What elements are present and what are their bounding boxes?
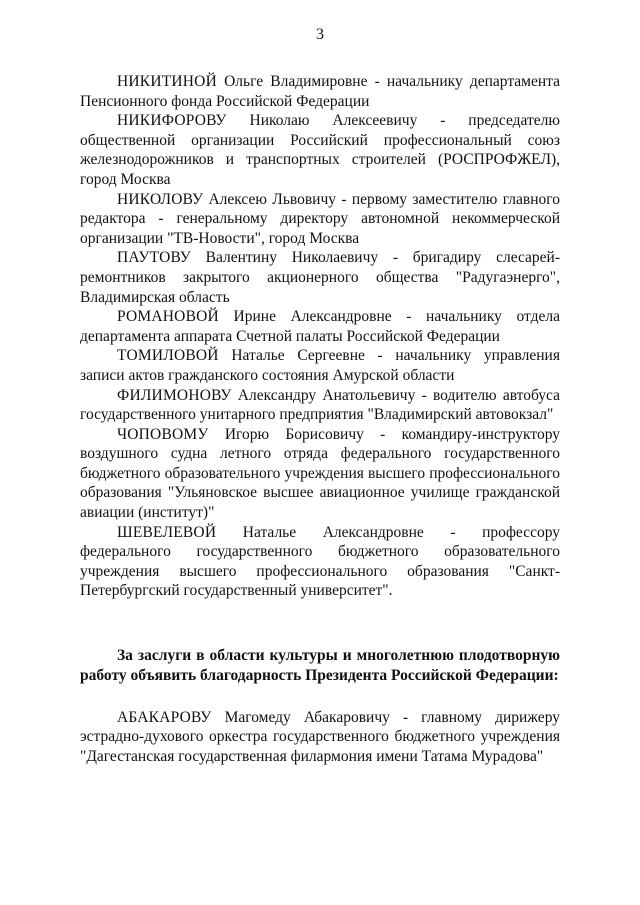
award-entry: [80, 307, 560, 346]
entry-details: Наталье Александровне - профессору федерального государственного бюджетного образовательного учреждения высшего профессионального образования "Санкт-Петербургский государственный университет".: [80, 523, 560, 600]
entry-details: Ирине Александровне - начальнику отдела департамента аппарата Счетной палаты Российской Федерации: [80, 308, 560, 345]
entry-surname: ЧОПОВОМУ: [117, 425, 209, 443]
entry-surname: ПАУТОВУ: [117, 249, 191, 267]
entry-surname: АБАКАРОВУ: [117, 708, 212, 726]
award-entry: [80, 190, 560, 249]
award-entry: [80, 523, 560, 601]
award-entry: [80, 425, 560, 523]
award-entry: [80, 708, 560, 767]
entry-details: Алексею Львовичу - первому заместителю главного редактора - генеральному директору автономной некоммерческой организации "ТВ-Новости", город Москва: [80, 190, 560, 247]
entry-surname: НИКОЛОВУ: [117, 190, 204, 208]
entry-surname: ТОМИЛОВОЙ: [117, 347, 219, 365]
decree-heading: За заслуги в области культуры и многолетнюю плодотворную работу объявить благодарность Президента Российской Федерации:: [80, 647, 560, 684]
page-number: 3: [316, 26, 324, 43]
entry-surname: ШЕВЕЛЕВОЙ: [117, 523, 217, 541]
entry-details: Ольге Владимировне - начальнику департамента Пенсионного фонда Российской Федерации: [80, 73, 560, 110]
award-list-culture: [80, 708, 560, 767]
entry-details: Николаю Алексеевичу - председателю общественной организации Российский профессиональный союз железнодорожников и транспортных строителей (РОСПРОФЖЕЛ), город Москва: [80, 112, 560, 188]
entry-details: Александру Анатольевичу - водителю автобуса государственного унитарного предприятия "Владимирский автовокзал": [80, 386, 560, 424]
entry-details: Валентину Николаевичу - бригадиру слесарей-ремонтников закрытого акционерного общества "Радугаэнерго", Владимирская область: [80, 249, 560, 306]
entry-surname: РОМАНОВОЙ: [117, 308, 219, 326]
award-entry: [80, 386, 560, 425]
award-list-people: [80, 72, 560, 601]
entry-details: Магомеду Абакаровичу - главному дирижеру эстрадно-духового оркестра государственного бюджетного учреждения "Дагестанская государственная филармония имени Татама Мурадова": [80, 708, 560, 765]
entry-surname: НИКИТИНОЙ: [117, 73, 217, 90]
award-entry: [80, 346, 560, 385]
entry-surname: ФИЛИМОНОВУ: [117, 386, 232, 404]
entry-details: Наталье Сергеевне - начальнику управления записи актов гражданского состояния Амурской области: [80, 347, 560, 384]
entry-surname: НИКИФОРОВУ: [117, 112, 227, 130]
award-entry: [80, 248, 560, 307]
award-entry: [80, 111, 560, 189]
document-body: [80, 72, 560, 766]
entry-details: Игорю Борисовичу - командиру-инструктору воздушного судна летного отряда федерального государственного бюджетного образовательного учреждения высшего профессионального образования "Ульяновское высшее авиационное училище гражданской авиации (институт)": [80, 425, 560, 522]
award-entry: [80, 72, 560, 111]
